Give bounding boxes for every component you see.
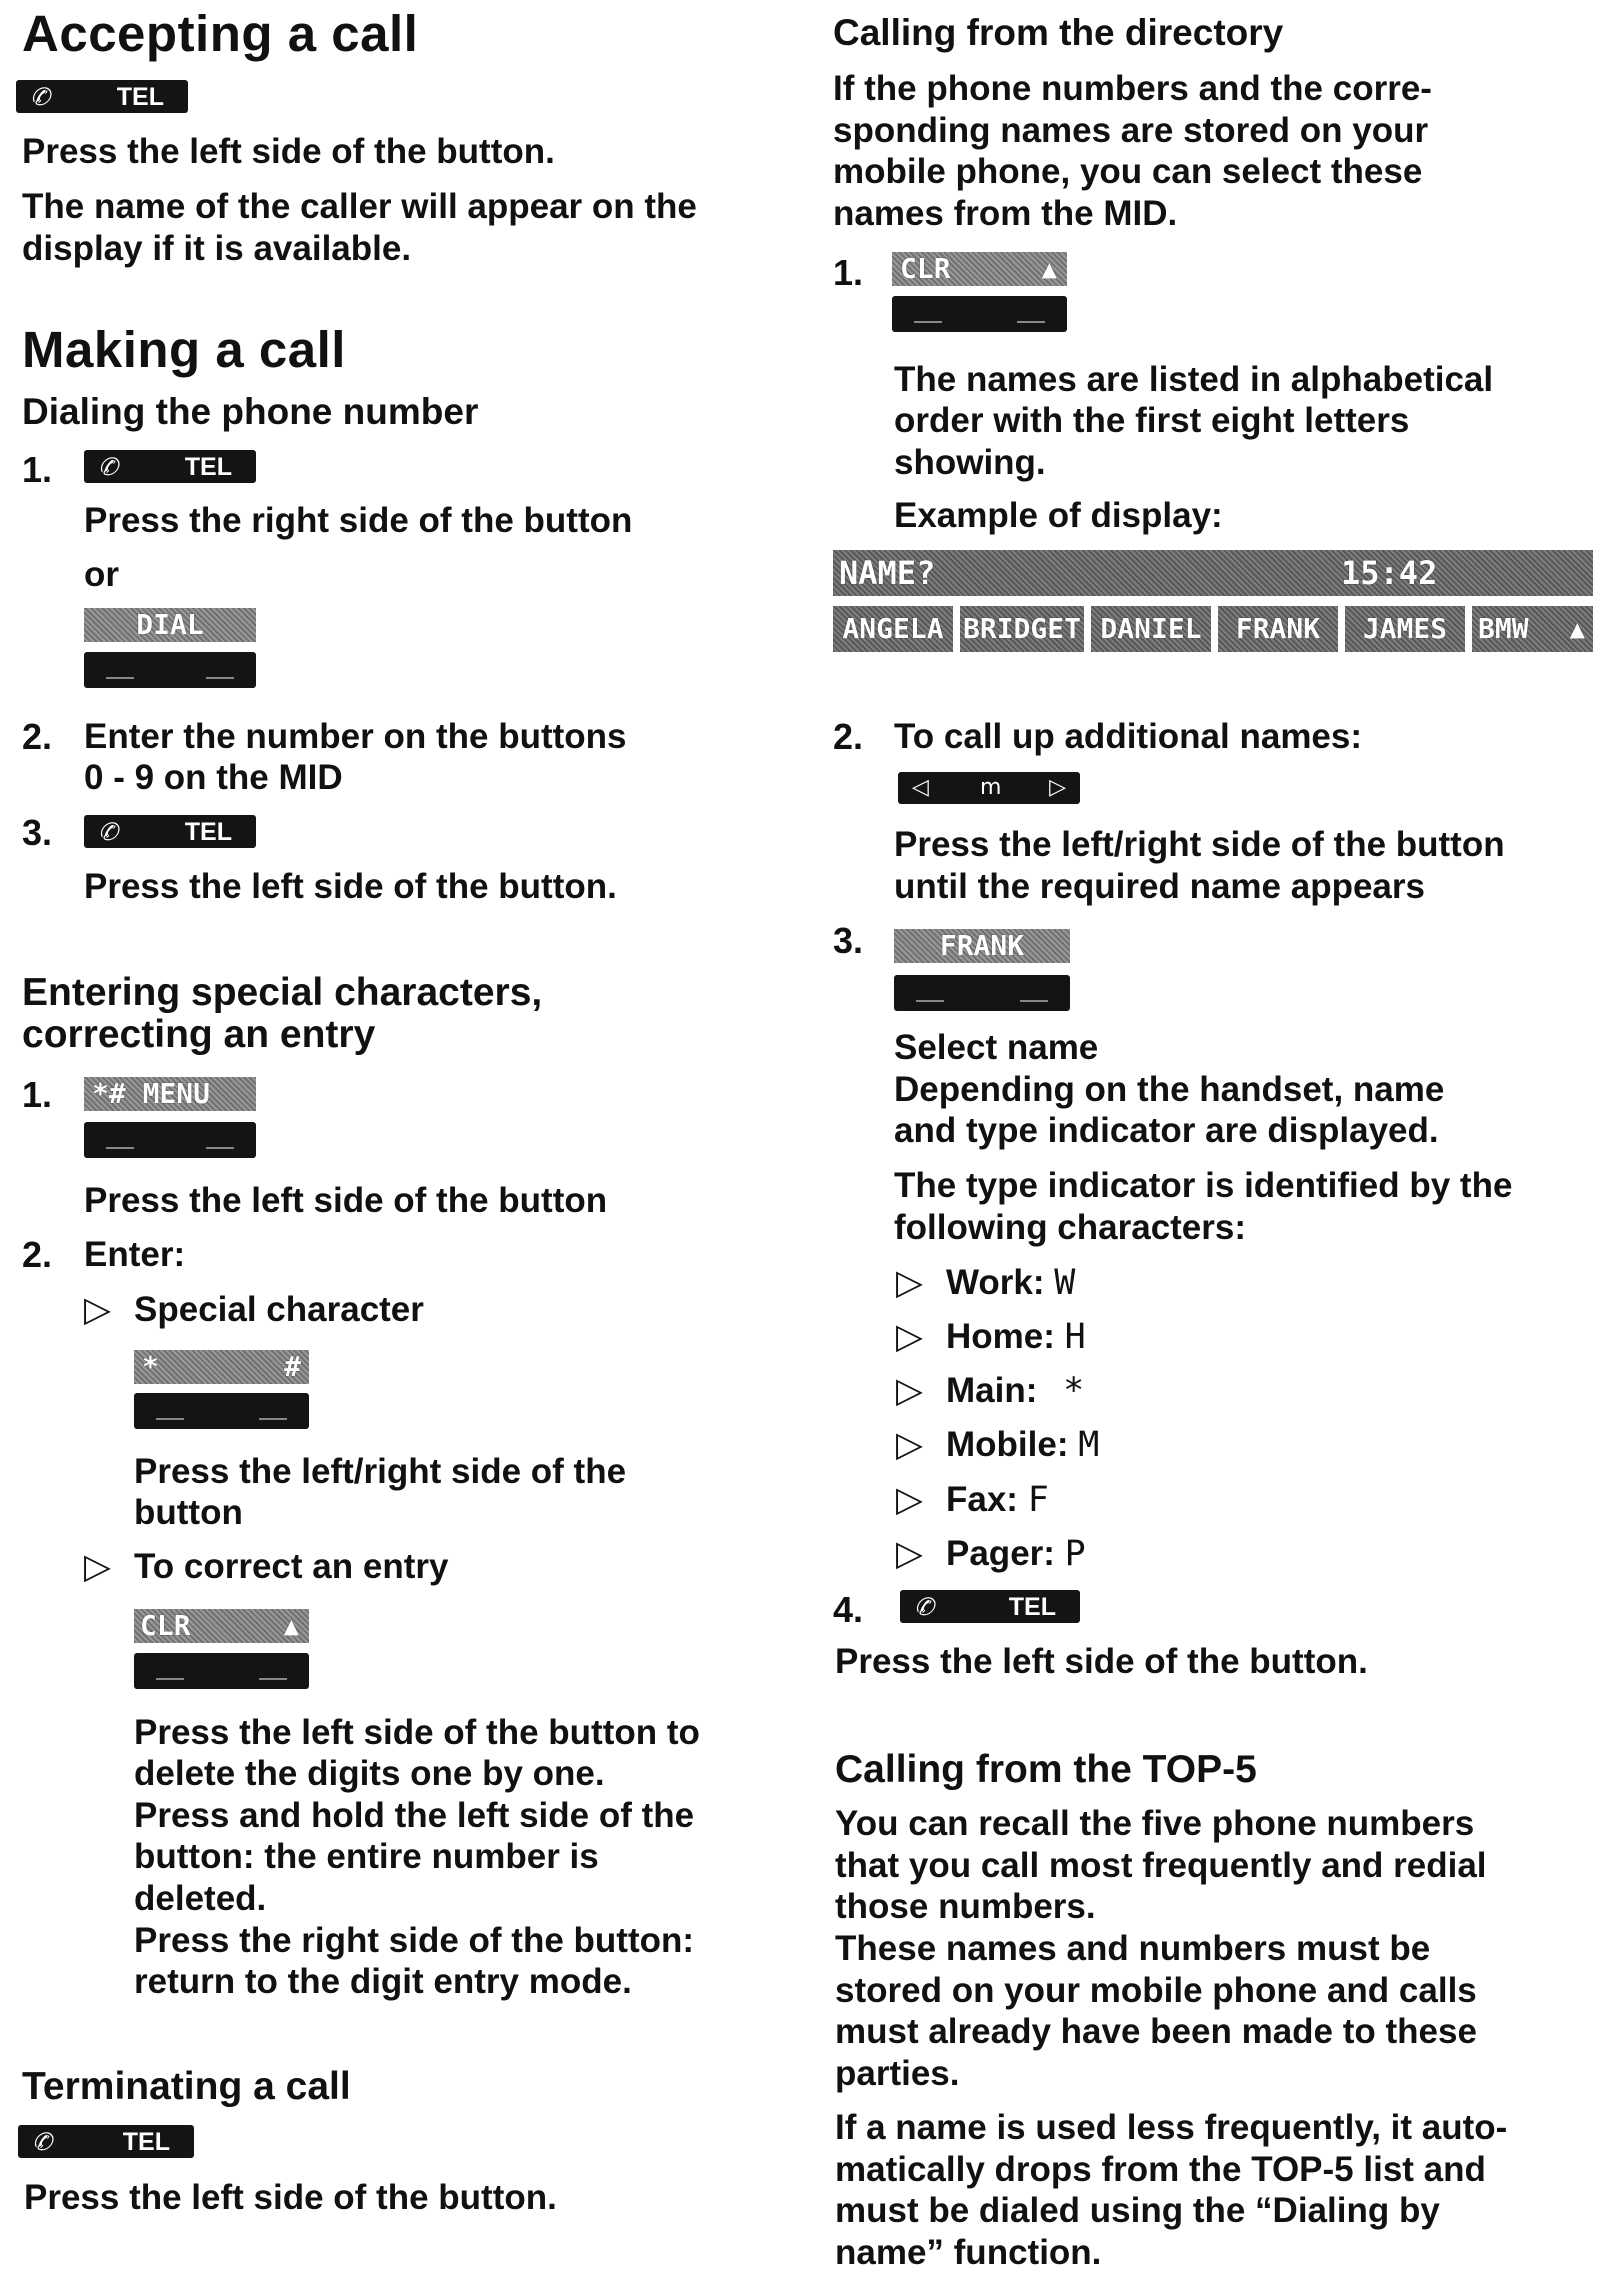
directory-intro-4: names from the MID. (833, 194, 1178, 233)
tel-button-label: TEL (184, 453, 232, 481)
step-number: 1. (22, 1074, 53, 1115)
directory-step3-text-2: Depending on the handset, name (894, 1070, 1445, 1109)
bullet-triangle-icon: ▷ (84, 1547, 111, 1587)
correct-text-5: deleted. (134, 1879, 267, 1918)
step-number: 1. (22, 449, 53, 490)
making-step2-text-b: 0 - 9 on the MID (84, 758, 343, 797)
left-right-arrow-button[interactable] (898, 772, 1080, 804)
bullet-triangle-icon: ▷ (84, 1290, 111, 1330)
step-number: 2. (22, 716, 53, 757)
subheading-dialing: Dialing the phone number (22, 391, 479, 432)
type-indicator-mobile (946, 1424, 1099, 1466)
top5-text-3: those numbers. (835, 1887, 1096, 1926)
bullet-triangle-icon: ▷ (896, 1480, 923, 1520)
tel-button-label: TEL (184, 818, 232, 846)
display-name-cell: JAMES (1345, 606, 1465, 652)
special-char-lcd-label (134, 1350, 309, 1384)
phone-icon: ✆ (30, 83, 51, 111)
type-code: F (1027, 1480, 1049, 1520)
frank-lcd-label: FRANK (894, 929, 1070, 963)
step-number: 1. (833, 252, 864, 293)
phone-icon: ✆ (914, 1593, 935, 1621)
phone-icon: ✆ (98, 453, 119, 481)
up-arrow-icon: ▲ (283, 1614, 299, 1638)
top5-text-7: parties. (835, 2054, 960, 2093)
heading-special-characters-b: correcting an entry (22, 1013, 376, 1056)
top5-text-11: name” function. (835, 2233, 1102, 2272)
clr-key[interactable] (134, 1653, 309, 1689)
top5-text-8: If a name is used less frequently, it auto- (835, 2108, 1508, 2147)
directory-step2-text: To call up additional names: (894, 717, 1363, 756)
right-arrow-icon: ▷ (1049, 775, 1066, 800)
directory-step3-text-4: The type indicator is identified by the (894, 1166, 1513, 1205)
display-name-cell: FRANK (1218, 606, 1338, 652)
dial-lcd-label: DIAL (84, 608, 256, 642)
type-indicator-home (946, 1316, 1086, 1358)
accepting-text: Press the left side of the button. (22, 132, 555, 171)
top5-text-9: matically drops from the TOP-5 list and (835, 2150, 1486, 2189)
directory-step3-text-3: and type indicator are displayed. (894, 1111, 1439, 1150)
phone-icon: ✆ (98, 818, 119, 846)
type-label: Home: (946, 1317, 1055, 1356)
lcd-right-char: # (284, 1350, 301, 1383)
left-arrow-icon: ◁ (912, 775, 929, 800)
type-indicator-main (946, 1370, 1084, 1412)
top5-text-10: must be dialed using the “Dialing by (835, 2191, 1440, 2230)
menu-key[interactable] (84, 1122, 256, 1158)
bullet-triangle-icon: ▷ (896, 1263, 923, 1303)
tel-button[interactable] (900, 1590, 1080, 1623)
tel-button[interactable] (84, 815, 256, 848)
arrow-button-mid: m (980, 775, 1002, 800)
directory-step2-text-2: until the required name appears (894, 867, 1425, 906)
tel-button[interactable] (18, 2125, 194, 2158)
directory-step3-text-1: Select name (894, 1028, 1099, 1067)
top5-text-1: You can recall the five phone numbers (835, 1804, 1475, 1843)
frank-key[interactable] (894, 975, 1070, 1011)
tel-button-label: TEL (122, 2128, 170, 2156)
type-indicator-pager (946, 1533, 1086, 1575)
clr-lcd-text: CLR (140, 1609, 191, 1642)
display-name-cell-last (1472, 606, 1593, 652)
directory-intro-1: If the phone numbers and the corre- (833, 69, 1432, 108)
clr-lcd-label (134, 1609, 309, 1643)
example-display-label: Example of display: (894, 496, 1223, 535)
directory-step1-text-1: The names are listed in alphabetical (894, 360, 1494, 399)
bullet-triangle-icon: ▷ (896, 1425, 923, 1465)
type-label: Mobile: (946, 1425, 1069, 1464)
directory-step3-text-5: following characters: (894, 1208, 1247, 1247)
display-name-text: BMW (1478, 612, 1529, 645)
bullet-special-character: Special character (134, 1290, 424, 1329)
type-code: H (1064, 1317, 1086, 1357)
directory-step2-text-1: Press the left/right side of the button (894, 825, 1505, 864)
bullet-special-text-b: button (134, 1493, 243, 1532)
making-step2-text-a: Enter the number on the buttons (84, 717, 627, 756)
up-arrow-icon: ▲ (1569, 617, 1585, 641)
bullet-triangle-icon: ▷ (896, 1371, 923, 1411)
top5-text-6: must already have been made to these (835, 2012, 1477, 2051)
display-title: NAME? (839, 554, 936, 592)
mid-display-example (833, 550, 1593, 660)
special-step1-text: Press the left side of the button (84, 1181, 608, 1220)
tel-button[interactable] (16, 80, 188, 113)
making-or-text: or (84, 555, 119, 594)
correct-text-6: Press the right side of the button: (134, 1921, 695, 1960)
directory-step4-text: Press the left side of the button. (835, 1642, 1368, 1681)
display-title-row (833, 550, 1593, 596)
accepting-caller-text-b: display if it is available. (22, 229, 412, 268)
directory-intro-2: sponding names are stored on your (833, 111, 1429, 150)
type-code: W (1054, 1263, 1076, 1303)
bullet-correct-entry: To correct an entry (134, 1547, 449, 1586)
tel-button-label: TEL (116, 83, 164, 111)
correct-text-4: button: the entire number is (134, 1837, 599, 1876)
dial-key[interactable] (84, 652, 256, 688)
phone-icon: ✆ (32, 2128, 53, 2156)
heading-special-characters-a: Entering special characters, (22, 971, 543, 1014)
heading-calling-directory: Calling from the directory (833, 12, 1284, 53)
type-label: Work: (946, 1263, 1045, 1302)
type-code: * (1063, 1371, 1085, 1411)
display-name-cell: BRIDGET (960, 606, 1084, 652)
making-step1-text: Press the right side of the button (84, 501, 633, 540)
bullet-special-text-a: Press the left/right side of the (134, 1452, 627, 1491)
step-number: 3. (833, 920, 864, 961)
tel-button[interactable] (84, 450, 256, 483)
step-number: 2. (22, 1234, 53, 1275)
clr-lcd-text: CLR (900, 252, 951, 285)
display-time: 15:42 (1341, 554, 1438, 592)
type-code: P (1064, 1534, 1086, 1574)
bullet-triangle-icon: ▷ (896, 1534, 923, 1574)
making-step3-text: Press the left side of the button. (84, 867, 617, 906)
type-indicator-work (946, 1262, 1075, 1304)
correct-text-7: return to the digit entry mode. (134, 1962, 632, 2001)
correct-text-2: delete the digits one by one. (134, 1754, 605, 1793)
heading-terminating-call: Terminating a call (22, 2065, 351, 2108)
clr-lcd-label (892, 252, 1067, 286)
clr-key[interactable] (892, 296, 1067, 332)
correct-text-3: Press and hold the left side of the (134, 1796, 695, 1835)
top5-text-5: stored on your mobile phone and calls (835, 1971, 1477, 2010)
special-step2-text: Enter: (84, 1235, 186, 1274)
terminating-text: Press the left side of the button. (24, 2178, 557, 2217)
special-char-key[interactable] (134, 1393, 309, 1429)
top5-text-2: that you call most frequently and redial (835, 1846, 1487, 1885)
heading-calling-top5: Calling from the TOP-5 (835, 1748, 1257, 1791)
bullet-triangle-icon: ▷ (896, 1317, 923, 1357)
top5-text-4: These names and numbers must be (835, 1929, 1431, 1968)
type-label: Main: (946, 1371, 1038, 1410)
display-name-cell: DANIEL (1091, 606, 1211, 652)
type-label: Pager: (946, 1534, 1055, 1573)
directory-step1-text-2: order with the first eight letters (894, 401, 1410, 440)
tel-button-label: TEL (1008, 1593, 1056, 1621)
type-code: M (1078, 1425, 1100, 1465)
heading-accepting-call: Accepting a call (22, 5, 419, 62)
directory-intro-3: mobile phone, you can select these (833, 152, 1423, 191)
type-label: Fax: (946, 1480, 1018, 1519)
display-name-cell: ANGELA (833, 606, 953, 652)
lcd-left-char: * (142, 1350, 159, 1383)
heading-making-call: Making a call (22, 321, 346, 378)
correct-text-1: Press the left side of the button to (134, 1713, 700, 1752)
step-number: 2. (833, 716, 864, 757)
menu-lcd-label: *# MENU (84, 1077, 256, 1111)
up-arrow-icon: ▲ (1041, 257, 1057, 281)
step-number: 4. (833, 1589, 864, 1630)
directory-step1-text-3: showing. (894, 443, 1046, 482)
accepting-caller-text-a: The name of the caller will appear on the (22, 187, 697, 226)
type-indicator-fax (946, 1479, 1049, 1521)
step-number: 3. (22, 812, 53, 853)
